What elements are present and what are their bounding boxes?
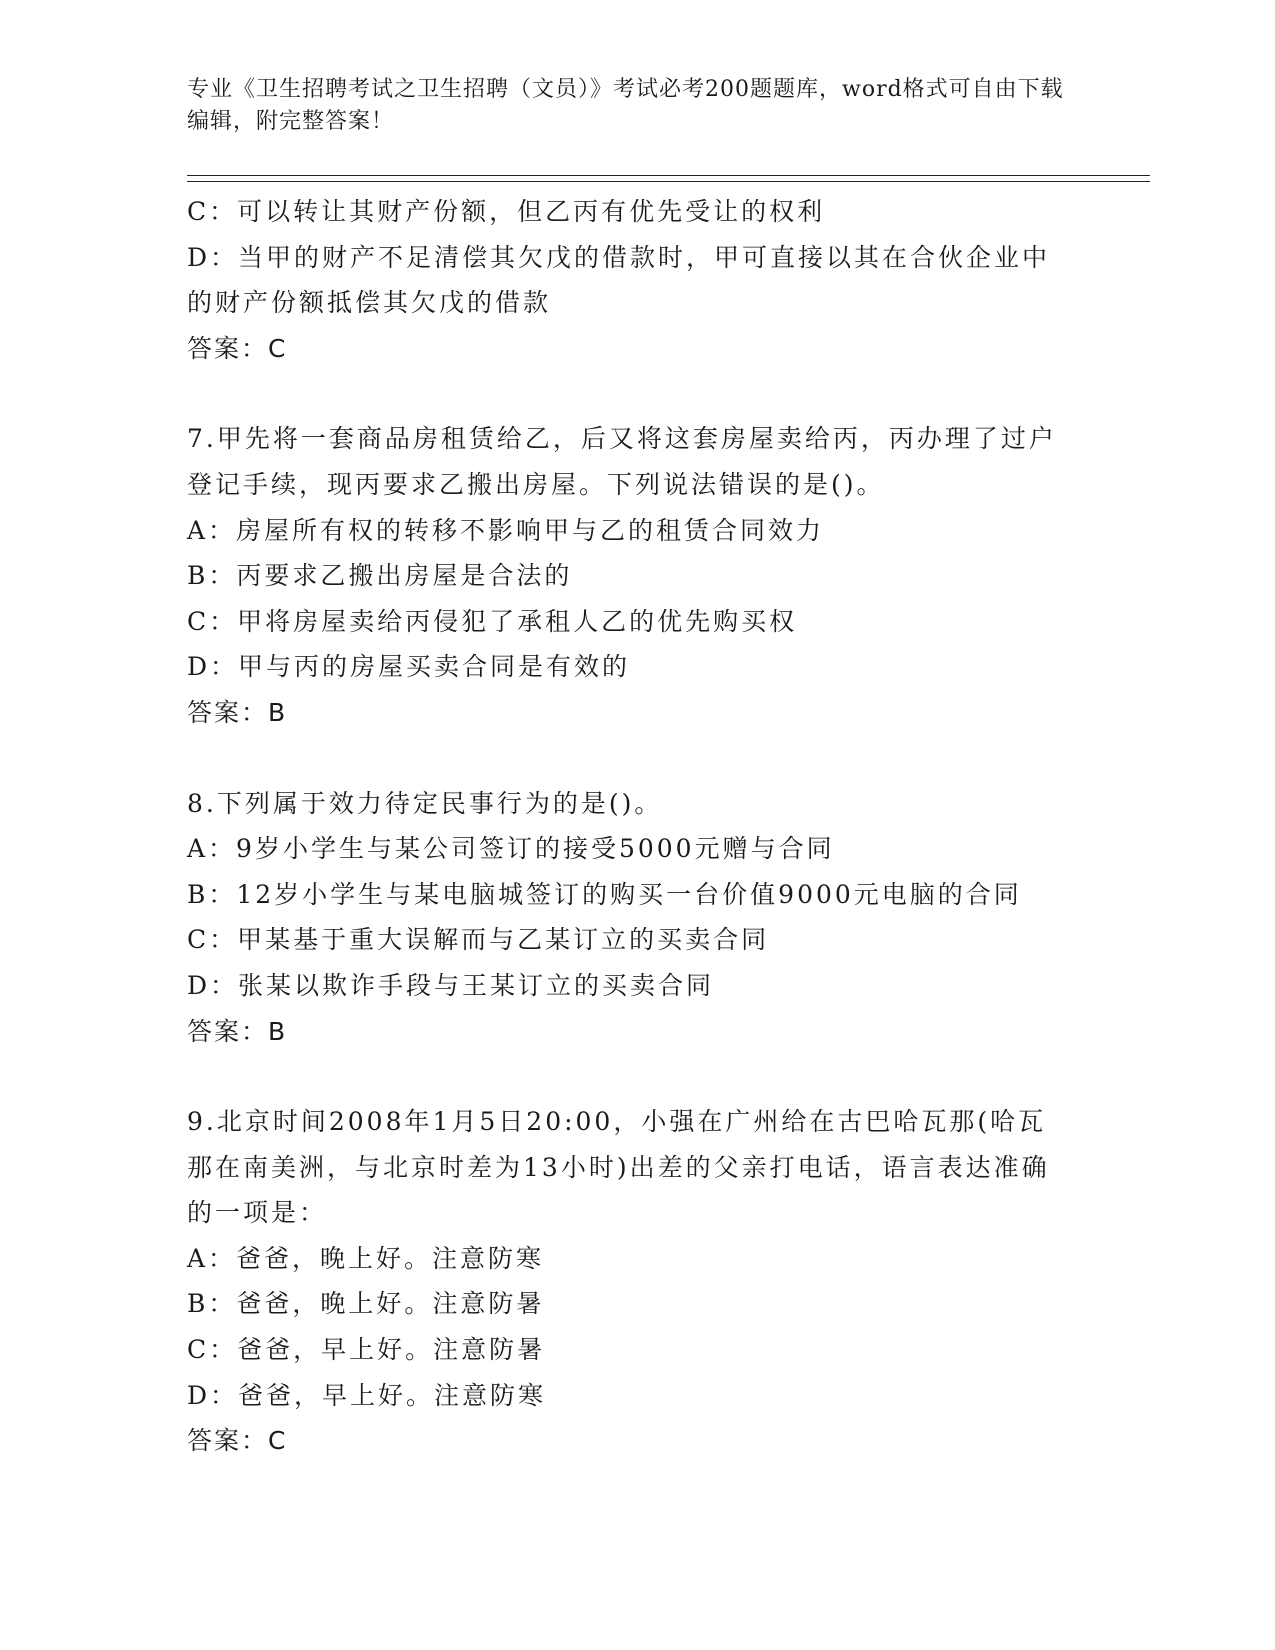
question-content	[187, 189, 1067, 1464]
answer: 答案：C	[187, 333, 288, 363]
spacer	[187, 736, 1067, 781]
question-9	[187, 1099, 1067, 1464]
option-d: D：爸爸，早上好。注意防寒	[187, 1380, 547, 1410]
option-c: C：爸爸，早上好。注意防暑	[187, 1335, 546, 1365]
option-d: D：甲与丙的房屋买卖合同是有效的	[187, 652, 631, 682]
question-stem: 8.下列属于效力待定民事行为的是()。	[187, 788, 663, 818]
question-stem: 9.北京时间2008年1月5日20:00，小强在广州给在古巴哈瓦那(哈瓦那在南美洲，与北京时差为13小时)出差的父亲打电话，语言表达准确的一项是：	[187, 1107, 1050, 1228]
option-a: A：爸爸，晚上好。注意防寒	[187, 1243, 545, 1273]
option-c: C：甲将房屋卖给丙侵犯了承租人乙的优先购买权	[187, 606, 798, 636]
header-intro: 专业《卫生招聘考试之卫生招聘（文员）》考试必考200题题库，word格式可自由下载编辑，附完整答案！	[187, 77, 1064, 134]
option-b: B：爸爸，晚上好。注意防暑	[187, 1289, 545, 1319]
question-stem: 7.甲先将一套商品房租赁给乙，后又将这套房屋卖给丙，丙办理了过户登记手续，现丙要求乙搬出房屋。下列说法错误的是()。	[187, 424, 1057, 499]
answer: 答案：B	[187, 1016, 288, 1046]
option-d: D：张某以欺诈手段与王某订立的买卖合同	[187, 970, 715, 1000]
option-a: A：9岁小学生与某公司签订的接受5000元赠与合同	[187, 834, 835, 864]
question-8	[187, 781, 1067, 1055]
document-header	[187, 74, 1067, 138]
previous-question-tail	[187, 189, 1067, 371]
question-7	[187, 416, 1067, 735]
option-d: D：当甲的财产不足清偿其欠戊的借款时，甲可直接以其在合伙企业中的财产份额抵偿其欠戊的借款	[187, 242, 1051, 318]
option-b: B：丙要求乙搬出房屋是合法的	[187, 561, 573, 591]
answer: 答案：C	[187, 1426, 288, 1456]
header-divider-top	[187, 175, 1150, 176]
spacer	[187, 371, 1067, 416]
option-a: A：房屋所有权的转移不影响甲与乙的租赁合同效力	[187, 515, 825, 545]
answer: 答案：B	[187, 697, 288, 727]
option-c: C：甲某基于重大误解而与乙某订立的买卖合同	[187, 925, 770, 955]
option-b: B：12岁小学生与某电脑城签订的购买一台价值9000元电脑的合同	[187, 879, 1022, 909]
header-divider-bottom	[187, 181, 1150, 182]
option-c: C：可以转让其财产份额，但乙丙有优先受让的权利	[187, 197, 826, 226]
spacer	[187, 1054, 1067, 1099]
